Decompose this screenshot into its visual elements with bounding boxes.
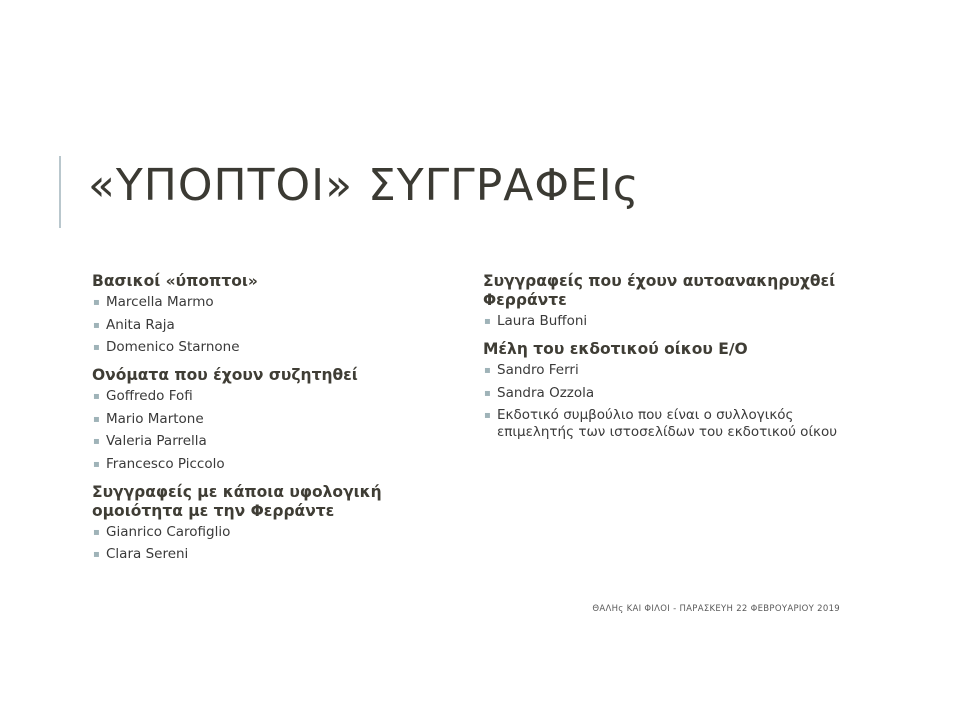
bullet-list <box>483 313 863 330</box>
list-item <box>92 339 432 356</box>
section-heading: Μέλη του εκδοτικού οίκου Ε/Ο <box>483 340 748 358</box>
section-stylistic-similarity <box>92 483 432 564</box>
list-item-text: Francesco Piccolo <box>106 455 225 472</box>
section-main-suspects <box>92 272 432 356</box>
list-item-text: Sandro Ferri <box>497 362 579 378</box>
list-item-text: Sandra Ozzola <box>497 384 595 401</box>
section-publisher-members <box>483 340 863 441</box>
bullet-icon: ▪ <box>93 458 100 470</box>
slide-footer: ΘΑΛΗς ΚΑΙ ΦΙΛΟΙ - ΠΑΡΑΣΚΕΥΗ 22 ΦΕΒΡΟΥΑΡΙΟΥ 2019 <box>592 604 840 614</box>
bullet-icon: ▪ <box>93 436 100 447</box>
list-item-text: Marcella Marmo <box>106 294 214 310</box>
section-heading: Συγγραφείς με κάποια υφολογική ομοιότητα με την Φερράντε <box>92 482 382 520</box>
section-heading: Συγγραφείς που έχουν αυτοανακηρυχθεί Φερράντε <box>483 272 836 309</box>
left-column <box>92 272 432 573</box>
bullet-icon: ▪ <box>93 526 100 538</box>
list-item <box>92 317 432 334</box>
list-item <box>483 362 863 379</box>
list-item <box>92 294 432 311</box>
bullet-icon: ▪ <box>93 297 100 308</box>
list-item <box>92 524 432 541</box>
bullet-icon: ▪ <box>484 387 491 399</box>
bullet-icon: ▪ <box>484 410 491 421</box>
list-item <box>92 546 432 563</box>
list-item-text: Valeria Parrella <box>106 433 207 449</box>
bullet-icon: ▪ <box>93 319 100 331</box>
bullet-list <box>483 362 863 441</box>
title-accent-line <box>59 156 61 228</box>
list-item <box>483 313 863 330</box>
list-item-text: Gianrico Carofiglio <box>106 523 231 540</box>
list-item <box>92 456 432 473</box>
list-item-text: Clara Sereni <box>106 546 189 562</box>
list-item <box>483 407 863 441</box>
list-item-text: Anita Raja <box>106 316 175 333</box>
bullet-icon: ▪ <box>93 413 100 425</box>
bullet-icon: ▪ <box>93 391 100 402</box>
list-item-text: Mario Martone <box>106 410 204 427</box>
bullet-icon: ▪ <box>484 316 491 327</box>
list-item <box>92 411 432 428</box>
bullet-icon: ▪ <box>484 365 491 376</box>
bullet-icon: ▪ <box>93 549 100 560</box>
section-self-proclaimed <box>483 272 863 330</box>
bullet-list <box>92 524 432 564</box>
list-item-text: Domenico Starnone <box>106 339 240 355</box>
list-item <box>92 388 432 405</box>
section-heading: Βασικοί «ύποπτοι» <box>92 272 258 290</box>
list-item-text: Laura Buffoni <box>497 313 588 329</box>
bullet-icon: ▪ <box>93 342 100 353</box>
list-item <box>483 385 863 402</box>
section-discussed-names <box>92 366 432 473</box>
bullet-list <box>92 294 432 356</box>
list-item-text: Goffredo Fofi <box>106 388 193 404</box>
list-item <box>92 433 432 450</box>
slide-title: «ΥΠΟΠΤΟΙ» ΣΥΓΓΡΑΦΕΙς <box>88 160 640 211</box>
list-item-text: Εκδοτικό συμβούλιο που είναι ο συλλογικός επιμελητής των ιστοσελίδων του εκδοτικού οίκου <box>497 407 838 440</box>
right-column <box>483 272 863 451</box>
bullet-list <box>92 388 432 473</box>
section-heading: Ονόματα που έχουν συζητηθεί <box>92 366 358 384</box>
